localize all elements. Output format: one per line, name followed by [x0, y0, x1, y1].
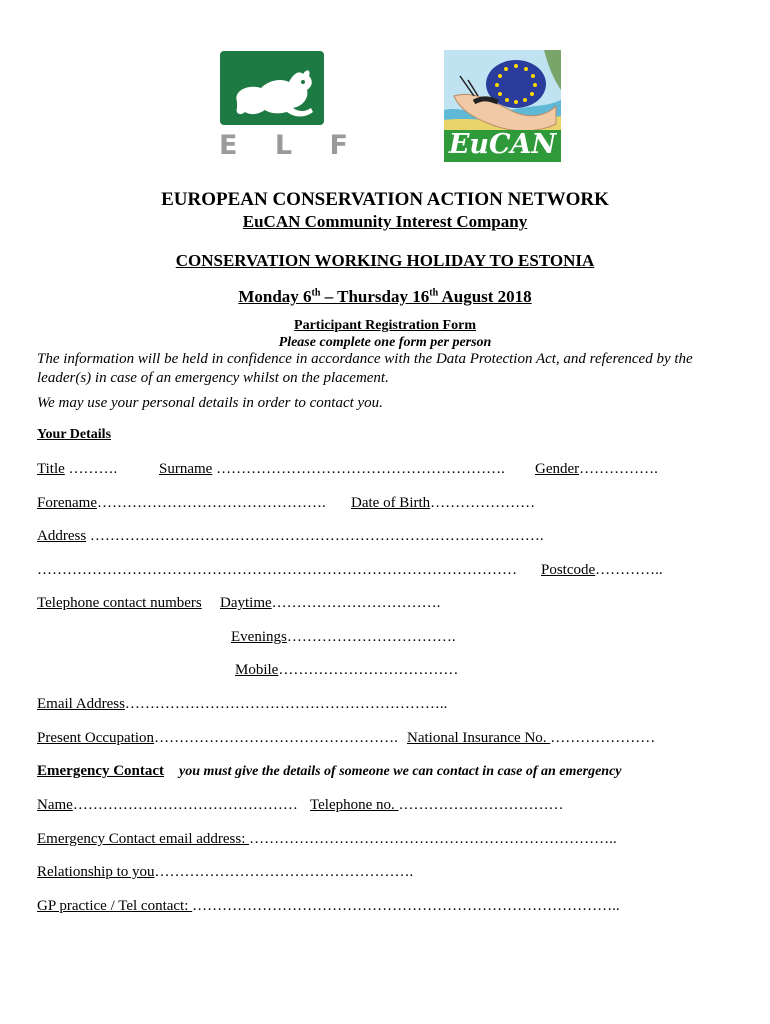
emergency-name-dots: ……………………………………… — [72, 797, 298, 813]
privacy-notice: The information will be held in confidence in accordance with the Data Protection Act, and referenced by the — [37, 351, 693, 367]
date-start-suffix: th — [311, 287, 321, 299]
occupation-field[interactable] — [37, 730, 398, 747]
postcode-label: Postcode — [541, 562, 596, 578]
privacy-notice-line2: leader(s) in case of an emergency whilst on the placement. — [37, 370, 389, 386]
daytime-dots: ……………………………. — [271, 595, 441, 611]
emergency-name-field[interactable] — [37, 797, 298, 814]
emergency-email-field[interactable] — [37, 831, 617, 848]
dob-label: Date of Birth — [351, 495, 431, 511]
address-dots: ………………………………………………………………………………. — [86, 528, 544, 544]
emergency-telephone-field[interactable] — [310, 797, 564, 814]
event-dates — [0, 287, 770, 307]
evenings-label: Evenings — [231, 629, 287, 645]
emergency-contact-heading: Emergency Contact — [37, 763, 165, 779]
gender-dots: ……………. — [579, 461, 658, 477]
eucan-logo-text: EuCAN — [448, 129, 557, 160]
relationship-field[interactable] — [37, 864, 413, 881]
phone-numbers-label: Telephone contact numbers — [37, 595, 202, 611]
gender-label: Gender — [535, 461, 580, 477]
ni-number-field[interactable] — [407, 730, 655, 747]
address-field[interactable] — [37, 528, 544, 545]
occupation-dots: …………………………………………. — [154, 730, 398, 746]
postcode-field[interactable] — [541, 562, 663, 579]
form-title: Participant Registration Form — [294, 318, 476, 333]
address-label: Address — [37, 528, 87, 544]
daytime-phone-field[interactable] — [220, 595, 440, 612]
gp-practice-label: GP practice / Tel contact: — [37, 898, 193, 914]
title-label: Title — [37, 461, 65, 477]
emergency-telephone-label: Telephone no. — [310, 797, 399, 813]
ni-dots: ………………… — [550, 730, 656, 746]
contact-note: We may use your personal details in order to contact you. — [37, 395, 383, 411]
emergency-name-label: Name — [37, 797, 73, 813]
email-dots: ……………………………………………………….. — [124, 696, 448, 712]
emergency-contact-note: you must give the details of someone we can contact in case of an emergency — [179, 764, 622, 779]
emergency-email-dots: ……………………………………………………………….. — [249, 831, 617, 847]
elf-logo — [219, 50, 362, 164]
date-start: Monday 6 — [238, 287, 312, 306]
surname-dots: …………………………………………………. — [212, 461, 505, 477]
surname-field[interactable] — [159, 461, 505, 478]
evenings-dots: ……………………………. — [286, 629, 456, 645]
emergency-email-label: Emergency Contact email address: — [37, 831, 250, 847]
daytime-label: Daytime — [220, 595, 272, 611]
mobile-phone-field[interactable] — [235, 662, 458, 679]
gender-field[interactable] — [535, 461, 658, 478]
event-title: CONSERVATION WORKING HOLIDAY TO ESTONIA — [175, 251, 595, 270]
emergency-telephone-dots: …………………………… — [398, 797, 564, 813]
dob-dots: ………………… — [430, 495, 536, 511]
forename-label: Forename — [37, 495, 97, 511]
elf-letters: E L F — [219, 130, 362, 161]
email-label: Email Address — [37, 696, 125, 712]
date-middle: – Thursday 16 — [320, 287, 430, 306]
evenings-phone-field[interactable] — [231, 629, 456, 646]
dob-field[interactable] — [351, 495, 535, 512]
gp-practice-dots: ………………………………………………………………………….. — [192, 898, 620, 914]
forename-field[interactable] — [37, 495, 326, 512]
mobile-label: Mobile — [235, 662, 279, 678]
address-line2-dots: …………………………………………………………………………………… — [37, 562, 517, 578]
forename-dots: ………………………………………. — [96, 495, 326, 511]
org-name: EUROPEAN CONSERVATION ACTION NETWORK — [161, 189, 609, 210]
date-end: August 2018 — [438, 287, 532, 306]
your-details-heading: Your Details — [37, 427, 112, 442]
eucan-logo — [444, 50, 561, 162]
address-line2-field[interactable] — [37, 562, 517, 579]
date-end-suffix: th — [429, 287, 439, 299]
title-dots: ………. — [64, 461, 118, 477]
occupation-label: Present Occupation — [37, 730, 155, 746]
surname-label: Surname — [159, 461, 213, 477]
relationship-dots: ……………………………………………. — [154, 864, 414, 880]
relationship-label: Relationship to you — [37, 864, 155, 880]
email-field[interactable] — [37, 696, 447, 713]
mobile-dots: ……………………………… — [278, 662, 459, 678]
gp-practice-field[interactable] — [37, 898, 620, 915]
postcode-dots: ………….. — [595, 562, 663, 578]
title-field[interactable] — [37, 461, 117, 478]
form-subtitle: Please complete one form per person — [278, 335, 492, 350]
company-name: EuCAN Community Interest Company — [242, 212, 528, 231]
ni-label: National Insurance No. — [407, 730, 551, 746]
